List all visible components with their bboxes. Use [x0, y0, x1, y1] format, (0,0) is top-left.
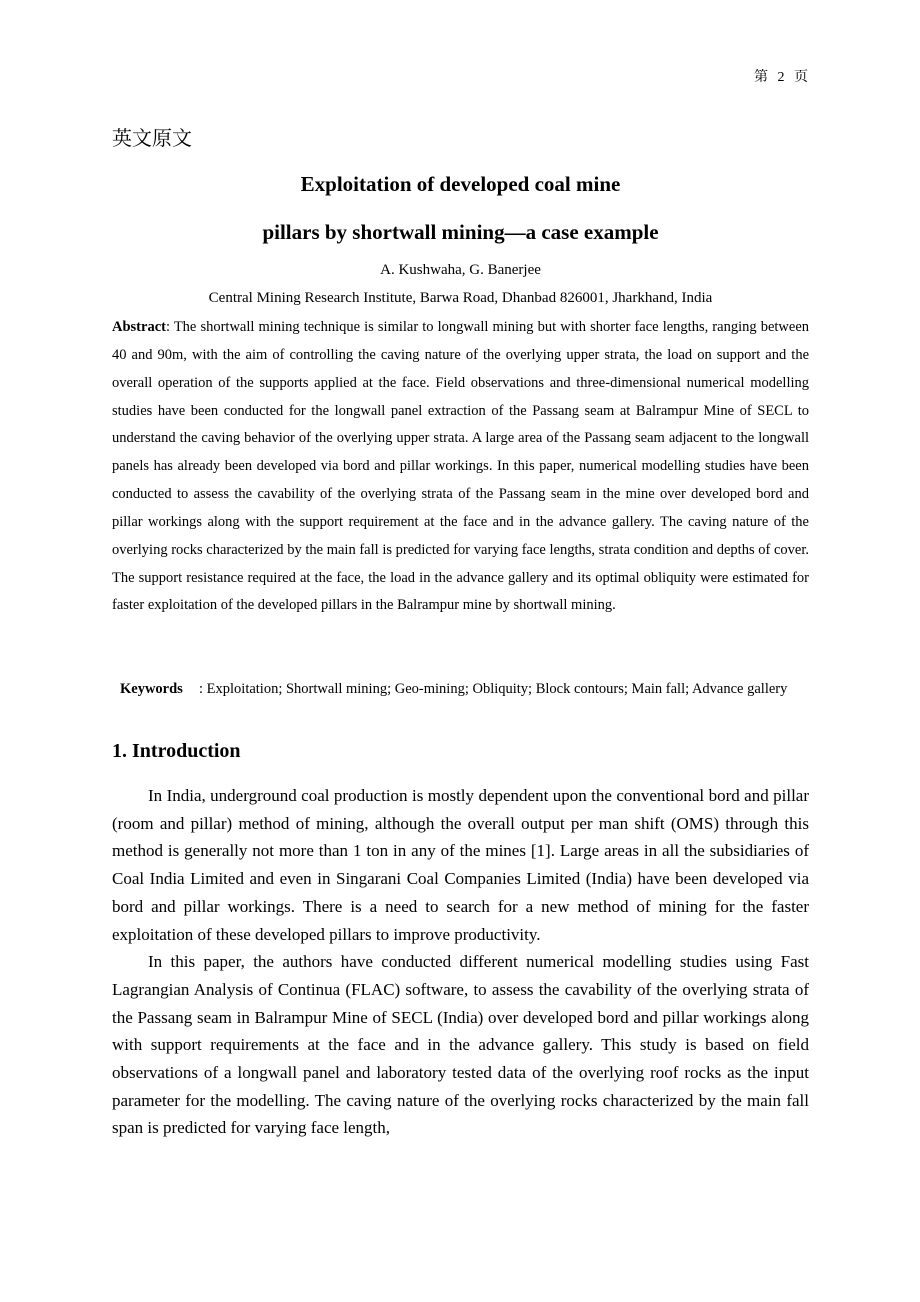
keywords: [112, 676, 809, 704]
abstract: [112, 314, 809, 620]
keywords-label: Keywords: [120, 681, 183, 697]
paragraph: In India, underground coal production is mostly dependent upon the conventional bord and pillar (room and pillar) method of mining, although the overall output per man shift (OMS) through this method is generally not more than 1 ton in any of the mines [1]. Large areas in all the subsidiaries of Coal India Limited and even in Singarani Coal Companies Limited (India) have been developed via bord and pillar workings. There is a need to search for a new method of mining for the faster exploitation of these developed pillars to improve productivity.: [112, 786, 809, 944]
abstract-text: : The shortwall mining technique is similar to longwall mining but with shorter face lengths, ranging between 40 and 90m, with the aim of controlling the caving nature of the overlying upper strata, the load on support and the overall operation of the supports applied at the face. Field observations and three-dimensional numerical modelling studies have been conducted for the longwall panel extraction of the Passang seam at Balrampur Mine of SECL to understand the caving behavior of the overlying upper strata. A large area of the Passang seam adjacent to the longwall panels has already been developed via bord and pillar workings. In this paper, numerical modelling studies have been conducted to assess the cavability of the overlying strata of the Passang seam in the mine over developed bord and pillar workings along with the support requirement at the face and in the advance gallery. The caving nature of the overlying rocks characterized by the main fall is predicted for varying face lengths, strata condition and depths of cover. The support resistance required at the face, the load in the advance gallery and its optimal obliquity were estimated for faster exploitation of the developed pillars in the Balrampur mine by shortwall mining.: [112, 319, 809, 614]
section-label: 英文原文: [112, 126, 192, 150]
body-text: [112, 782, 809, 1142]
affiliation: Central Mining Research Institute, Barwa Road, Dhanbad 826001, Jharkhand, India: [208, 290, 713, 306]
section-heading-introduction: 1. Introduction: [112, 740, 241, 762]
paper-title: [112, 160, 809, 256]
authors: A. Kushwaha, G. Banerjee: [380, 262, 541, 278]
page-number: 第 2 页: [754, 70, 808, 85]
abstract-label: Abstract: [112, 319, 166, 335]
keywords-text: : Exploitation; Shortwall mining; Geo-mining; Obliquity; Block contours; Main fall; Advance gallery: [199, 681, 788, 697]
paragraph: In this paper, the authors have conducted different numerical modelling studies using Fast Lagrangian Analysis of Continua (FLAC) software, to assess the cavability of the overlying strata of the Passang seam in Balrampur Mine of SECL (India) over developed bord and pillar workings along with support requirements at the face and in the advance gallery. This study is based on field observations of a longwall panel and laboratory tested data of the overlying roof rocks as the input parameter for the modelling. The caving nature of the overlying rocks characterized by the main fall span is predicted for varying face length,: [112, 952, 809, 1138]
title-line-1: Exploitation of developed coal mine: [300, 172, 621, 196]
title-line-2: pillars by shortwall mining—a case example: [262, 220, 659, 244]
